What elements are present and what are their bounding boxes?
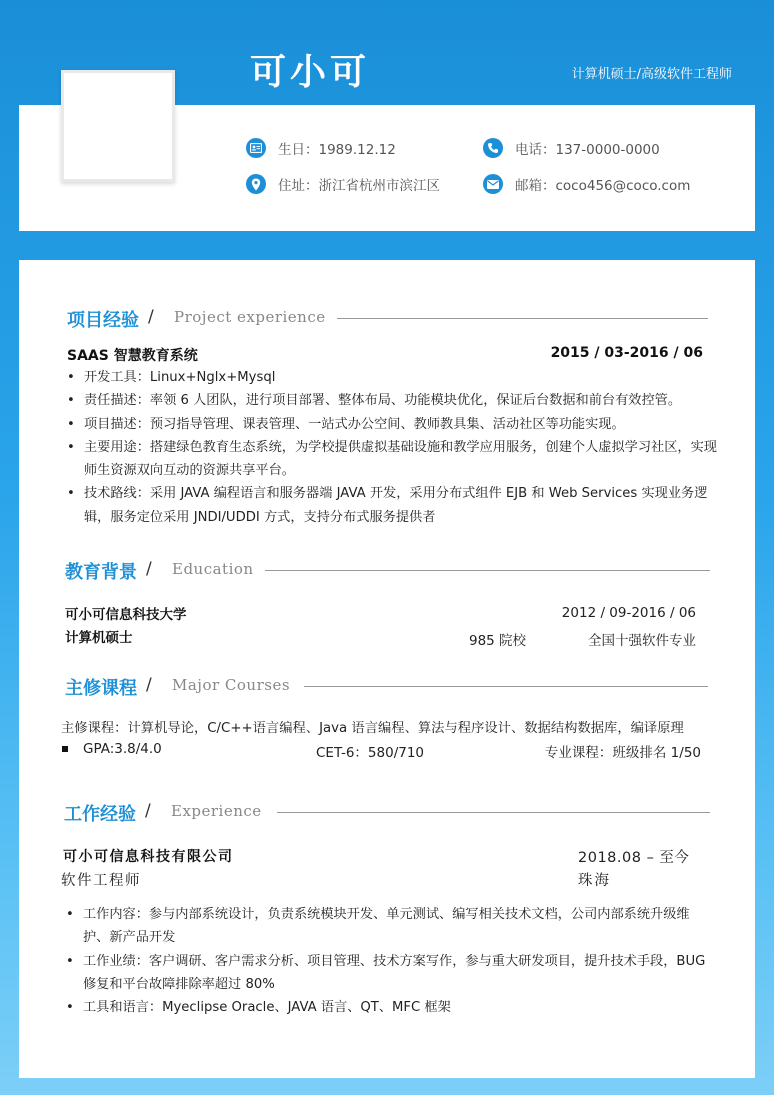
birthday-row [246, 138, 396, 158]
candidate-name: 可小可 [249, 52, 370, 93]
mail-icon [483, 174, 503, 194]
list-item: • 工具和语言：Myeclipse Oracle、JAVA 语言、QT、MFC 框架 [65, 996, 715, 1019]
list-item: • 工作业绩：客户调研、客户需求分析、项目管理、技术方案写作，参与重大研发项目，提升技术手段，BUG 修复和平台故障排除率超过 80% [65, 950, 715, 997]
birthday-text: 生日：1989.12.12 [278, 142, 396, 158]
location-pin-icon [246, 174, 266, 194]
section-project-header: 项目经验 / Project experience [19, 306, 755, 330]
phone-text: 电话：137-0000-0000 [515, 142, 660, 158]
project-name: SAAS 智慧教育系统 [67, 348, 198, 364]
project-period: 2015 / 03-2016 / 06 [550, 345, 703, 361]
section-title: 主修课程 [65, 678, 137, 699]
section-title-en: Experience [171, 802, 262, 820]
section-title-en: Major Courses [172, 676, 291, 694]
list-item: • 工作内容：参与内部系统设计，负责系统模块开发、单元测试、编写相关技术文档，公司内部系统升级维护、新产品开发 [65, 903, 715, 950]
address-text: 住址：浙江省杭州市滨江区 [278, 178, 440, 194]
id-card-icon [246, 138, 266, 158]
email-text: 邮箱：coco456@coco.com [515, 178, 691, 194]
section-divider [304, 686, 708, 687]
email-row [483, 174, 690, 194]
section-divider [277, 812, 710, 813]
work-period: 2018.08 – 至今 [578, 850, 690, 866]
address-row [246, 174, 440, 194]
course-list: 主修课程：计算机导论，C/C++语言编程、Java 语言编程、算法与程序设计、数据结构数据库，编译原理 [61, 721, 684, 736]
section-title: 项目经验 [67, 310, 139, 331]
list-item: • 主要用途：搭建绿色教育生态系统，为学校提供虚拟基础设施和教学应用服务，创建个人虚拟学习社区，实现师生资源双向互动的资源共享平台。 [66, 436, 718, 483]
section-title: 工作经验 [64, 804, 136, 825]
position: 软件工程师 [61, 873, 141, 889]
resume-body [19, 260, 755, 1078]
list-item: • 开发工具：Linux+Nglx+Mysql [66, 366, 718, 389]
work-details [65, 903, 715, 1019]
section-education-header: 教育背景 / Education [19, 558, 755, 582]
section-title-en: Education [172, 560, 254, 578]
job-title: 计算机硕士/高级软件工程师 [571, 67, 732, 82]
project-details [66, 366, 718, 529]
list-item: • 项目描述：预习指导管理、课表管理、一站式办公空间、教师教具集、活动社区等功能实现。 [66, 413, 718, 436]
cet-score: CET-6：580/710 [316, 745, 425, 761]
school-name: 可小可信息科技大学 [65, 607, 187, 623]
section-courses-header: 主修课程 / Major Courses [19, 674, 755, 698]
profile-photo [61, 70, 175, 182]
section-title-en: Project experience [174, 308, 326, 326]
square-bullet-icon [62, 746, 68, 752]
list-item: • 责任描述：率领 6 人团队，进行项目部署、整体布局、功能模块优化，保证后台数据和前台有效控管。 [66, 389, 718, 412]
phone-icon [483, 138, 503, 158]
class-rank: 专业课程：班级排名 1/50 [544, 745, 701, 761]
phone-row [483, 138, 660, 158]
company-name: 可小可信息科技有限公司 [63, 849, 234, 865]
major-tag: 全国十强软件专业 [588, 633, 696, 649]
section-divider [265, 570, 710, 571]
gpa: GPA:3.8/4.0 [83, 741, 162, 757]
section-divider [337, 318, 708, 319]
section-work-header: 工作经验 / Experience [19, 800, 755, 824]
work-location: 珠海 [578, 873, 611, 889]
section-title: 教育背景 [65, 562, 137, 583]
degree: 计算机硕士 [65, 630, 133, 646]
education-period: 2012 / 09-2016 / 06 [561, 605, 696, 621]
list-item: • 技术路线：采用 JAVA 编程语言和服务器端 JAVA 开发，采用分布式组件 EJB 和 Web Services 实现业务逻辑，服务定位采用 JNDI/UDDI 方式，支持分布式服务提供者 [66, 482, 718, 529]
school-tag: 985 院校 [469, 633, 527, 649]
